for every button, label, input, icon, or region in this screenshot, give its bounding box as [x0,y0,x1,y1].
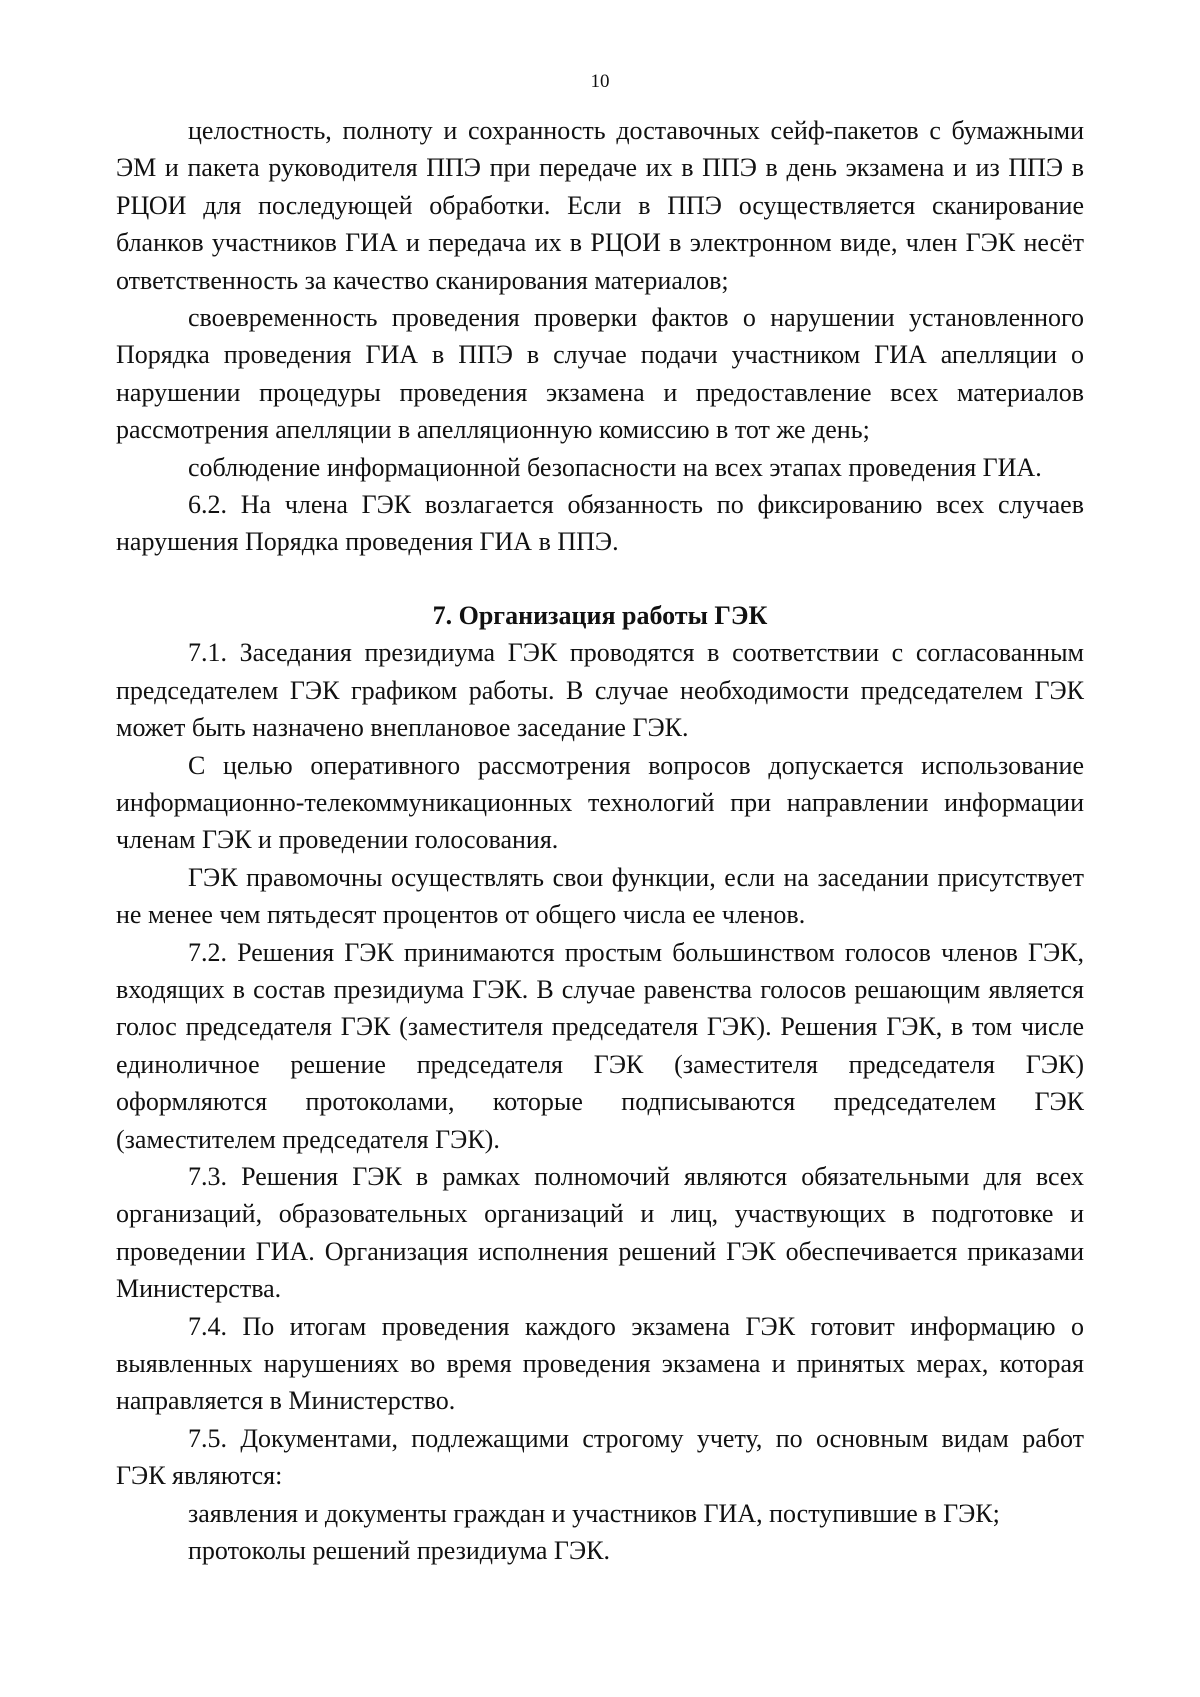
section-heading: 7. Организация работы ГЭК [432,600,768,630]
paragraph-7-4: 7.4. По итогам проведения каждого экзамена ГЭК готовит информацию о выявленных нарушениях во время проведения экзамена и принятых мерах, которая направляется в Министерство. [116,1311,1084,1416]
paragraph-applications: заявления и документы граждан и участников ГИА, поступившие в ГЭК; [188,1498,1000,1528]
paragraph-protocols: протоколы решений президиума ГЭК. [188,1536,610,1566]
paragraph-6-2: 6.2. На члена ГЭК возлагается обязанность по фиксированию всех случаев нарушения Порядка проведения ГИА в ППЭ. [116,490,1084,557]
paragraph-7-3: 7.3. Решения ГЭК в рамках полномочий являются обязательными для всех организаций, образовательных организаций и лиц, участвующих в подготовке и проведении ГИА. Организация исполнения решений ГЭК обеспечивается приказами Министерства. [116,1161,1084,1304]
paragraph-integrity: целостность, полноту и сохранность доставочных сейф-пакетов с бумажными ЭМ и пакета руководителя ППЭ при передаче их в ППЭ в день экзамена и из ППЭ в РЦОИ для последующей обработки. Если в ППЭ осуществляется сканирование бланков участников ГИА и передача их в РЦОИ в электронном виде, член ГЭК несёт ответственность за качество сканирования материалов; [116,116,1084,295]
document-body [116,112,1084,1569]
paragraph-ict: С целью оперативного рассмотрения вопросов допускается использование информационно-телекоммуникационных технологий при направлении информации членам ГЭК и проведении голосования. [116,750,1084,855]
paragraph-quorum: ГЭК правомочны осуществлять свои функции, если на заседании присутствует не менее чем пятьдесят процентов от общего числа ее членов. [116,862,1084,930]
paragraph-timeliness: своевременность проведения проверки фактов о нарушении установленного Порядка проведения ГИА в ППЭ в случае подачи участником ГИА апелляции о нарушении процедуры проведения экзамена и предоставление всех материалов рассмотрения апелляции в апелляционную комиссию в тот же день; [116,303,1084,445]
paragraph-7-1: 7.1. Заседания президиума ГЭК проводятся в соответствии с согласованным председателем ГЭК графиком работы. В случае необходимости председателем ГЭК может быть назначено внеплановое заседание ГЭК. [116,638,1084,743]
paragraph-7-2: 7.2. Решения ГЭК принимаются простым большинством голосов членов ГЭК, входящих в состав президиума ГЭК. В случае равенства голосов решающим является голос председателя ГЭК (заместителя председателя ГЭК). Решения ГЭК, в том числе единоличное решение председателя ГЭК (заместителя председателя ГЭК) оформляются протоколами, которые подписываются председателем ГЭК (заместителем председателя ГЭК). [116,937,1084,1154]
paragraph-7-5: 7.5. Документами, подлежащими строгому учету, по основным видам работ ГЭК являются: [116,1423,1084,1491]
page-number: 10 [590,71,610,92]
paragraph-security: соблюдение информационной безопасности на всех этапах проведения ГИА. [188,452,1042,482]
